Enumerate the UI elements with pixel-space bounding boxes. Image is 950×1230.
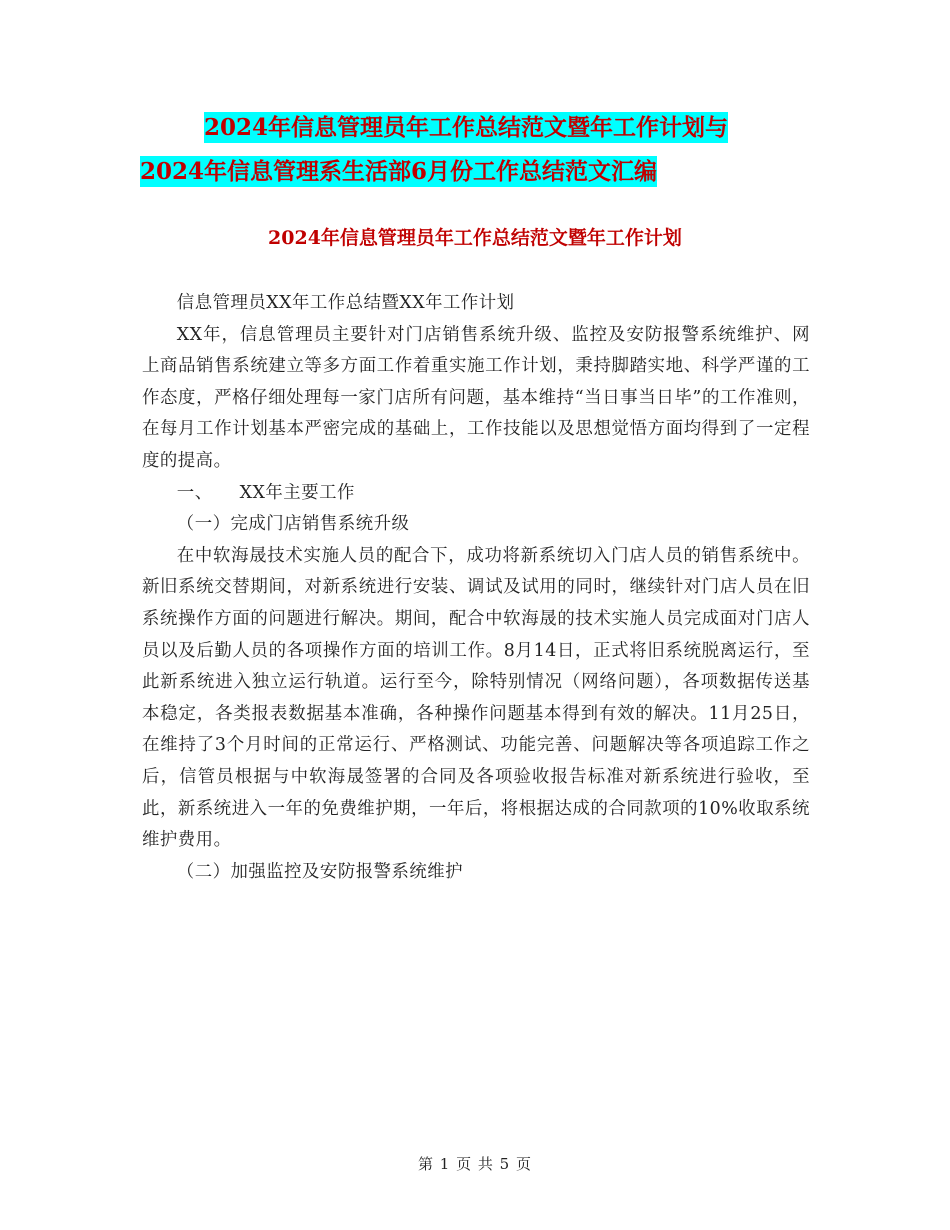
- title-line-1: 2024年信息管理员年工作总结范文暨年工作计划与: [204, 114, 729, 141]
- paragraph-subheading-1: （一）完成门店销售系统升级: [176, 514, 410, 535]
- section-heading: 2024年信息管理员年工作总结范文暨年工作计划: [268, 227, 682, 249]
- page-footer: 第 1 页 共 5 页: [418, 1155, 532, 1173]
- document-body: [142, 288, 810, 888]
- document-title: [140, 106, 820, 194]
- paragraph-system-upgrade: 在中软海晟技术实施人员的配合下，成功将新系统切入门店人员的销售系统中。新旧系统交替期间，对新系统进行安装、调试及试用的同时，继续针对门店人员在旧系统操作方面的问题进行解决。期间，配合中软海晟的技术实施人员完成面对门店人员以及后勤人员的各项操作方面的培训工作。8月14日，正式将旧系统脱离运行，至此新系统进入独立运行轨道。运行至今，除特别情况（网络问题），各项数据传送基本稳定，各类报表数据基本准确，各种操作问题基本得到有效的解决。11月25日，在维持了3个月时间的正常运行、严格测试、功能完善、问题解决等各项追踪工作之后，信管员根据与中软海晟签署的合同及各项验收报告标准对新系统进行验收，至此，新系统进入一年的免费维护期，一年后，将根据达成的合同款项的10%收取系统维护费用。: [142, 545, 810, 851]
- title-line-2: 2024年信息管理系生活部6月份工作总结范文汇编: [140, 158, 658, 185]
- paragraph-subtitle: 信息管理员XX年工作总结暨XX年工作计划: [176, 293, 515, 313]
- paragraph-heading-1: 一、 XX年主要工作: [176, 482, 355, 503]
- paragraph-intro: XX年，信息管理员主要针对门店销售系统升级、监控及安防报警系统维护、网上商品销售系统建立等多方面工作着重实施工作计划，秉持脚踏实地、科学严谨的工作态度，严格仔细处理每一家门店所有问题，基本维持“当日事当日毕”的工作准则，在每月工作计划基本严密完成的基础上，工作技能以及思想觉悟方面均得到了一定程度的提高。: [142, 324, 810, 471]
- paragraph-subheading-2: （二）加强监控及安防报警系统维护: [176, 861, 464, 882]
